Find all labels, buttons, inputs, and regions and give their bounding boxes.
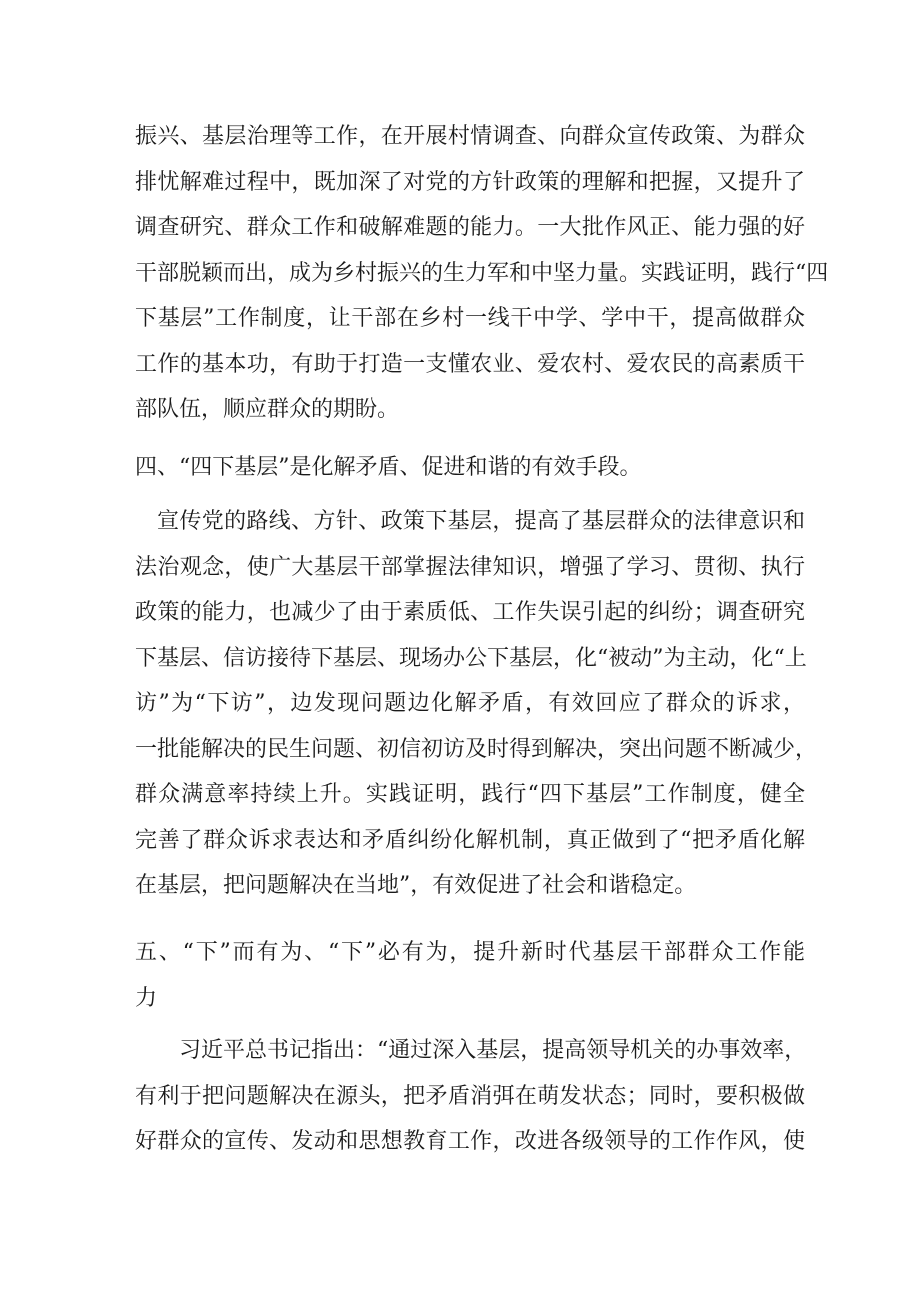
text-line: 下基层、信访接待下基层、现场办公下基层，化“被动”为主动，化“上 bbox=[135, 645, 807, 671]
section-heading-4 bbox=[135, 445, 805, 491]
text-line: 有利于把问题解决在源头，把矛盾消弭在萌发状态；同时，要积极做 bbox=[135, 1083, 805, 1109]
paragraph-resolve-conflicts bbox=[135, 499, 818, 909]
text-line: 下基层”工作制度，让干部在乡村一线干中学、学中干，提高做群众 bbox=[135, 306, 805, 331]
text-line: 排忧解难过程中，既加深了对党的方针政策的理解和把握，又提升了 bbox=[135, 169, 805, 195]
text-line: 访”为“下访”，边发现问题边化解矛盾，有效回应了群众的诉求， bbox=[135, 691, 805, 716]
text-line: 调查研究、群众工作和破解难题的能力。一大批作风正、能力强的好 bbox=[135, 215, 805, 240]
text-line: 习近平总书记指出：“通过深入基层，提高领导机关的办事效率， bbox=[179, 1038, 807, 1063]
text-line: 政策的能力，也减少了由于素质低、工作失误引起的纠纷；调查研究 bbox=[135, 600, 805, 625]
text-line: 工作的基本功，有助于打造一支懂农业、爱农村、爱农民的高素质干 bbox=[135, 351, 805, 377]
text-line: 一批能解决的民生问题、初信初访及时得到解决，突出问题不断减少， bbox=[135, 736, 818, 762]
text-line: 法治观念，使广大基层干部掌握法律知识，增强了学习、贯彻、执行 bbox=[135, 554, 805, 580]
heading-text: 五、“下”而有为、“下”必有为，提升新时代基层干部群众工作能 bbox=[135, 940, 805, 965]
heading-text: 四、“四下基层”是化解矛盾、促进和谐的有效手段。 bbox=[135, 455, 642, 480]
text-line: 群众满意率持续上升。实践证明，践行“四下基层”工作制度，健全 bbox=[135, 782, 805, 807]
text-line: 宣传党的路线、方针、政策下基层，提高了基层群众的法律意识和 bbox=[157, 509, 805, 534]
text-line: 完善了群众诉求表达和矛盾纠纷化解机制，真正做到了“把矛盾化解 bbox=[135, 827, 805, 853]
text-line: 好群众的宣传、发动和思想教育工作，改进各级领导的工作作风，使 bbox=[135, 1129, 805, 1154]
paragraph-rural-revitalization bbox=[135, 114, 829, 433]
text-line: 振兴、基层治理等工作，在开展村情调查、向群众宣传政策、为群众 bbox=[135, 124, 805, 149]
heading-text: 力 bbox=[135, 985, 158, 1011]
text-line: 干部脱颖而出，成为乡村振兴的生力军和中坚力量。实践证明，践行“四 bbox=[135, 260, 829, 286]
section-heading-5 bbox=[135, 930, 805, 1021]
text-line: 部队伍，顺应群众的期盼。 bbox=[135, 397, 400, 422]
paragraph-quote bbox=[135, 1028, 805, 1165]
text-line: 在基层，把问题解决在当地”，有效促进了社会和谐稳定。 bbox=[135, 873, 697, 898]
